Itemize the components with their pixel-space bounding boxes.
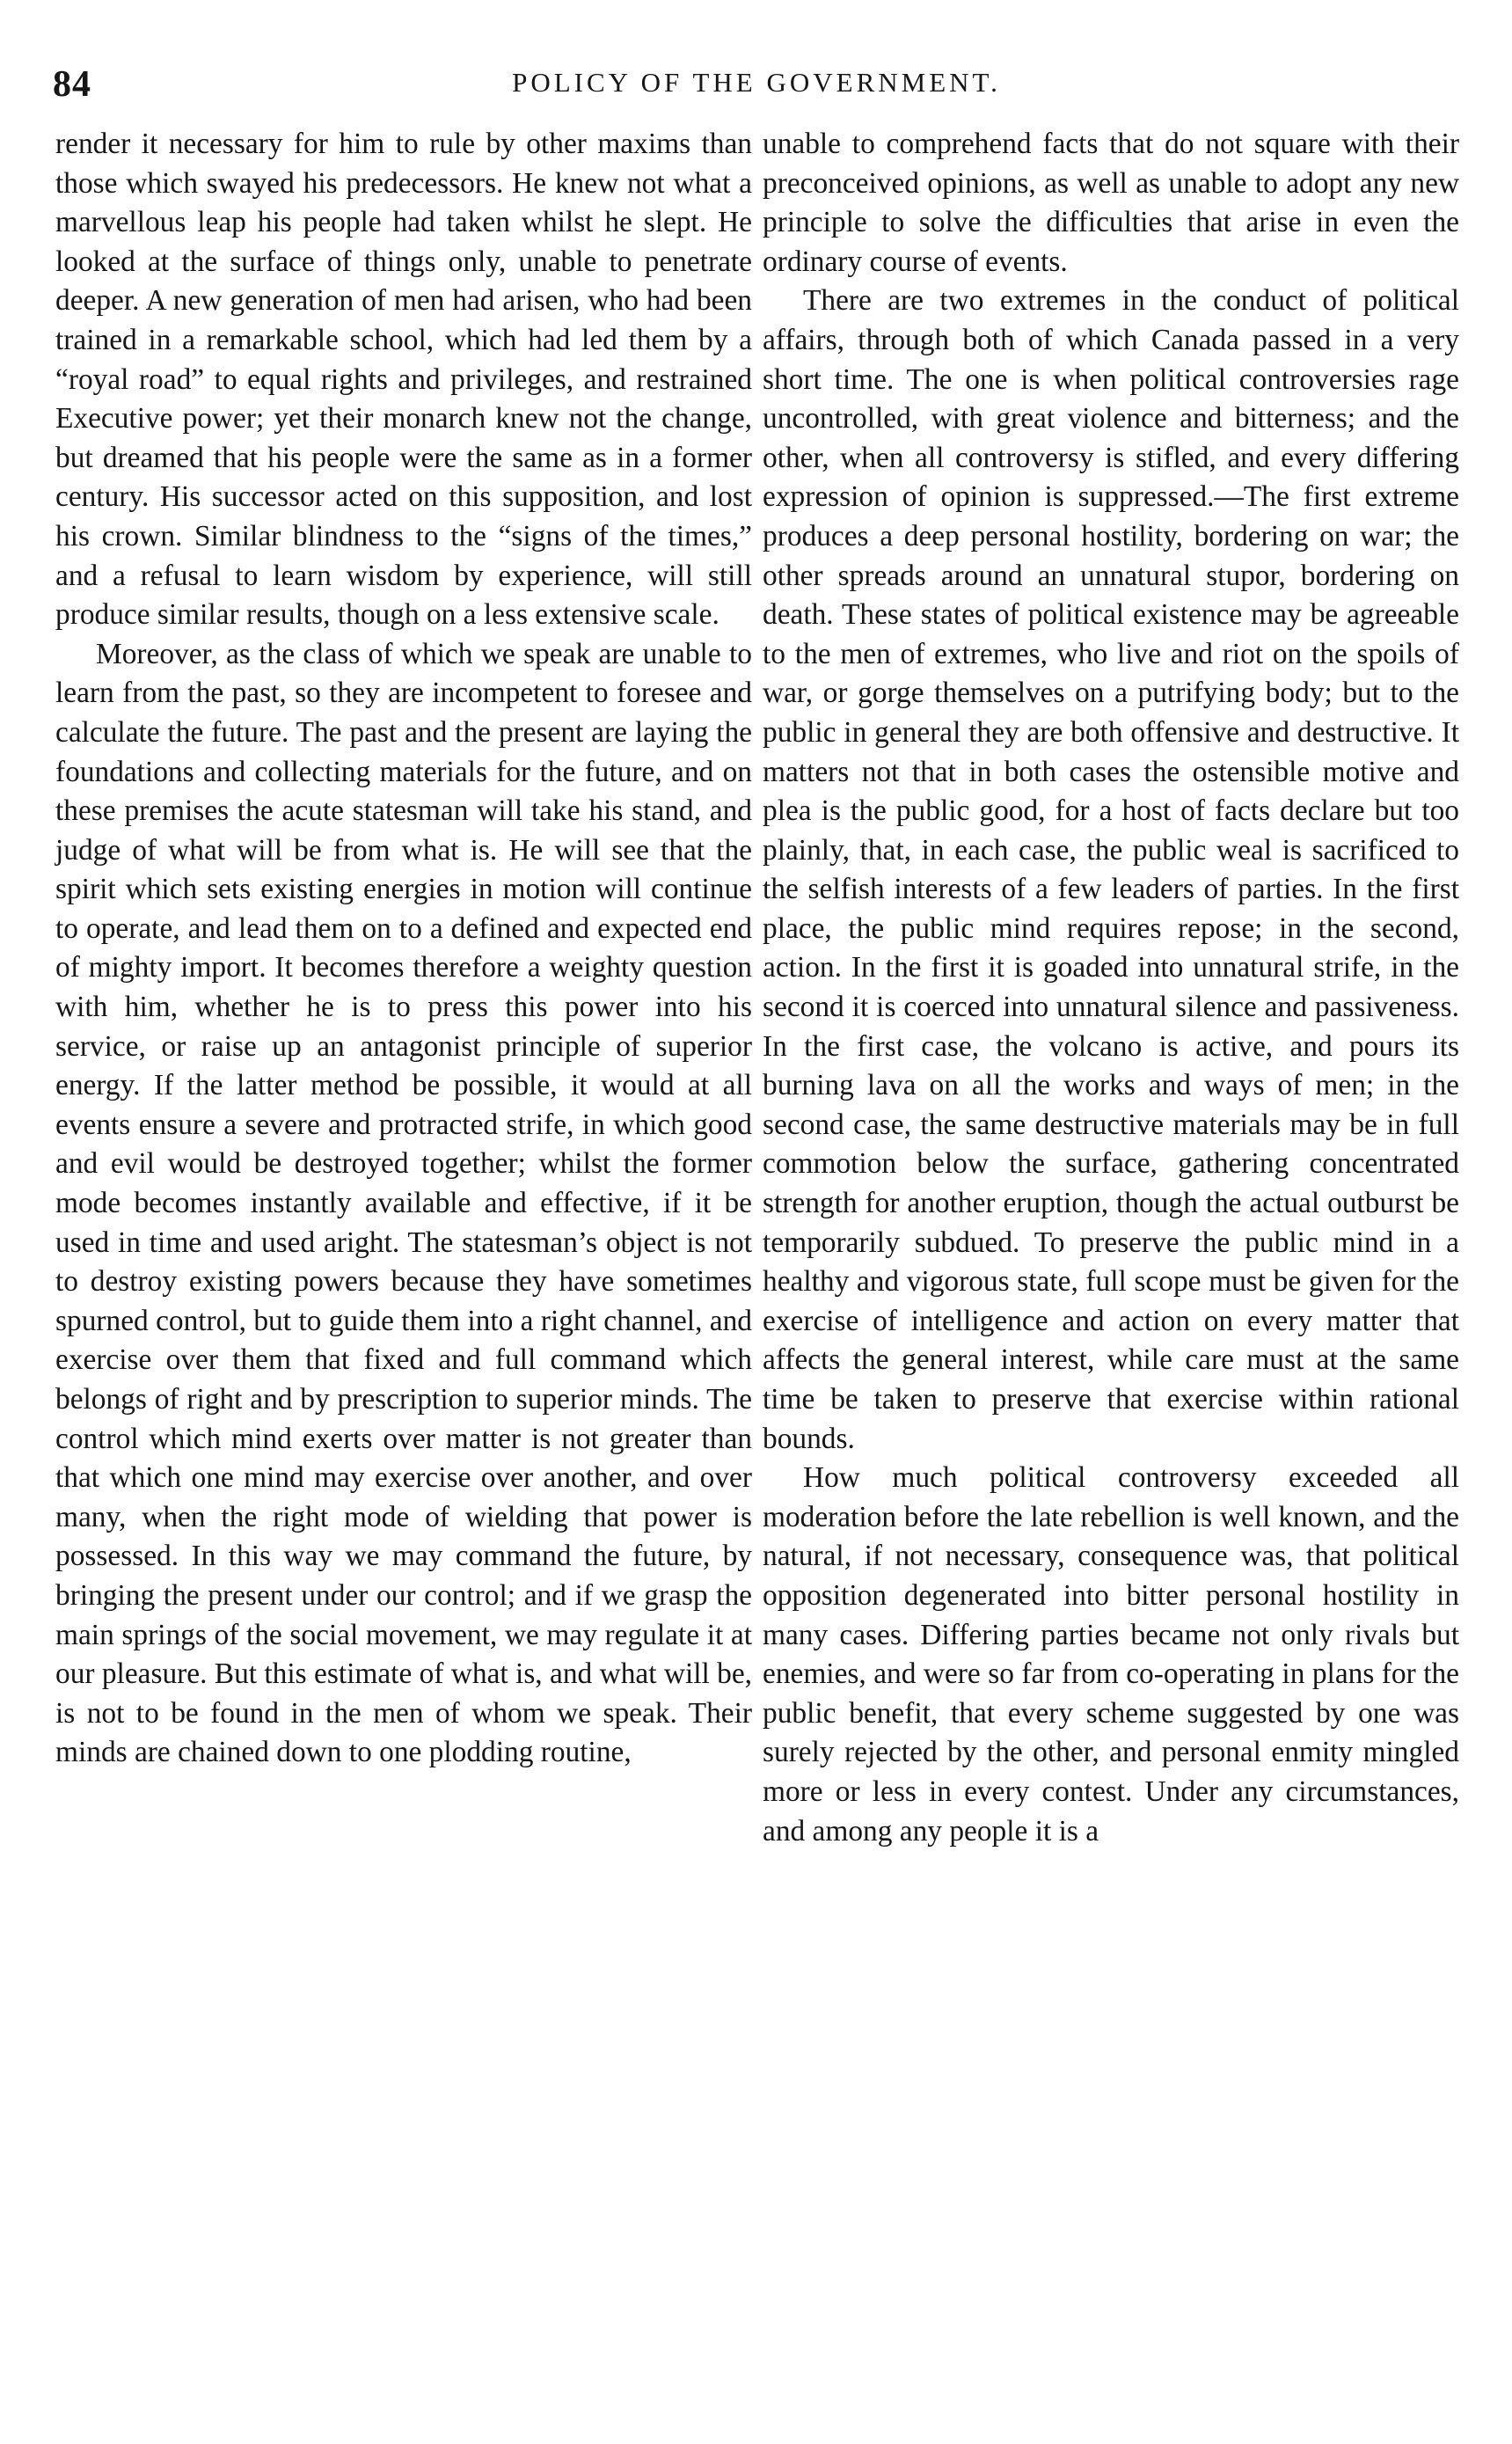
paragraph: Moreover, as the class of which we speak are unable to learn from the past, so they are incompetent to foresee and calculate the future. The past and the present are laying the foundations and collecting materials for the future, and on these premises the acute statesman will take his stand, and judge of what will be from what is. He will see that the spirit which sets existing energies in motion will continue to operate, and lead them on to a defined and expected end of mighty import. It becomes therefore a weighty question with him, whether he is to press this power into his service, or raise up an antagonist principle of superior energy. If the latter method be possible, it would at all events ensure a severe and protracted strife, in which good and evil would be destroyed together; whilst the former mode becomes instantly available and effective, if it be used in time and used aright. The statesman’s object is not to destroy existing powers because they have sometimes spurned control, but to guide them into a right channel, and exercise over them that fixed and full command which belongs of right and by prescription to superior minds. The control which mind exerts over matter is not greater than that which one mind may exercise over another, and over many, when the right mode of wielding that power is possessed. In this way we may command the future, by bringing the present under our control; and if we grasp the main springs of the social movement, we may regulate it at our pleasure. But this estimate of what is, and what will be, is not to be found in the men of whom we speak. Their minds are chained down to one plodding routine,: [55, 637, 752, 1769]
paragraph: render it necessary for him to rule by other maxims than those which swayed his predecessors. He knew not what a marvellous leap his people had taken whilst he slept. He looked at the surface of things only, unable to penetrate deeper. A new generation of men had arisen, who had been trained in a remarkable school, which had led them by a “royal road” to equal rights and privileges, and restrained Executive power; yet their monarch knew not the change, but dreamed that his people were the same as in a former century. His successor acted on this supposition, and lost his crown. Similar blindness to the “signs of the times,” and a refusal to learn wisdom by experience, will still produce similar results, though on a less extensive scale.: [55, 128, 752, 632]
left-column: [55, 125, 752, 1773]
page-header: [53, 63, 1460, 107]
paragraph: How much political controversy exceeded all moderation before the late rebellion is well known, and the natural, if not necessary, consequence was, that political opposition degenerated into bitter personal hostility in many cases. Differing parties became not only rivals but enemies, and were so far from co-operating in plans for the public benefit, that every scheme suggested by one was surely rejected by the other, and personal enmity mingled more or less in every contest. Under any circumstances, and among any people it is a: [763, 1461, 1459, 1848]
paragraph: There are two extremes in the conduct of political affairs, through both of which Canada passed in a very short time. The one is when political controversies rage uncontrolled, with great violence and bitterness; and the other, when all controversy is stifled, and every differing expression of opinion is suppressed.—The first extreme produces a deep personal hostility, bordering on war; the other spreads around an unnatural stupor, bordering on death. These states of political existence may be agreeable to the men of extremes, who live and riot on the spoils of war, or gorge themselves on a putrifying body; but to the public in general they are both offensive and destructive. It matters not that in both cases the ostensible motive and plea is the public good, for a host of facts declare but too plainly, that, in each case, the public weal is sacrificed to the selfish interests of a few leaders of parties. In the first place, the public mind requires repose; in the second, action. In the first it is goaded into unnatural strife, in the second it is coerced into unnatural silence and passiveness. In the first case, the volcano is active, and pours its burning lava on all the works and ways of men; in the second case, the same destructive materials may be in full commotion below the surface, gathering concentrated strength for another eruption, though the actual outburst be temporarily subdued. To preserve the public mind in a healthy and vigorous state, full scope must be given for the exercise of intelligence and action on every matter that affects the general interest, while care must at the same time be taken to preserve that exercise within rational bounds.: [763, 284, 1459, 1455]
page-number: 84: [53, 64, 91, 105]
paragraph: unable to comprehend facts that do not square with their preconceived opinions, as well as unable to adopt any new principle to solve the difficulties that arise in even the ordinary course of events.: [763, 128, 1459, 278]
running-title: POLICY OF THE GOVERNMENT.: [512, 67, 1001, 98]
right-column: [763, 125, 1459, 1851]
